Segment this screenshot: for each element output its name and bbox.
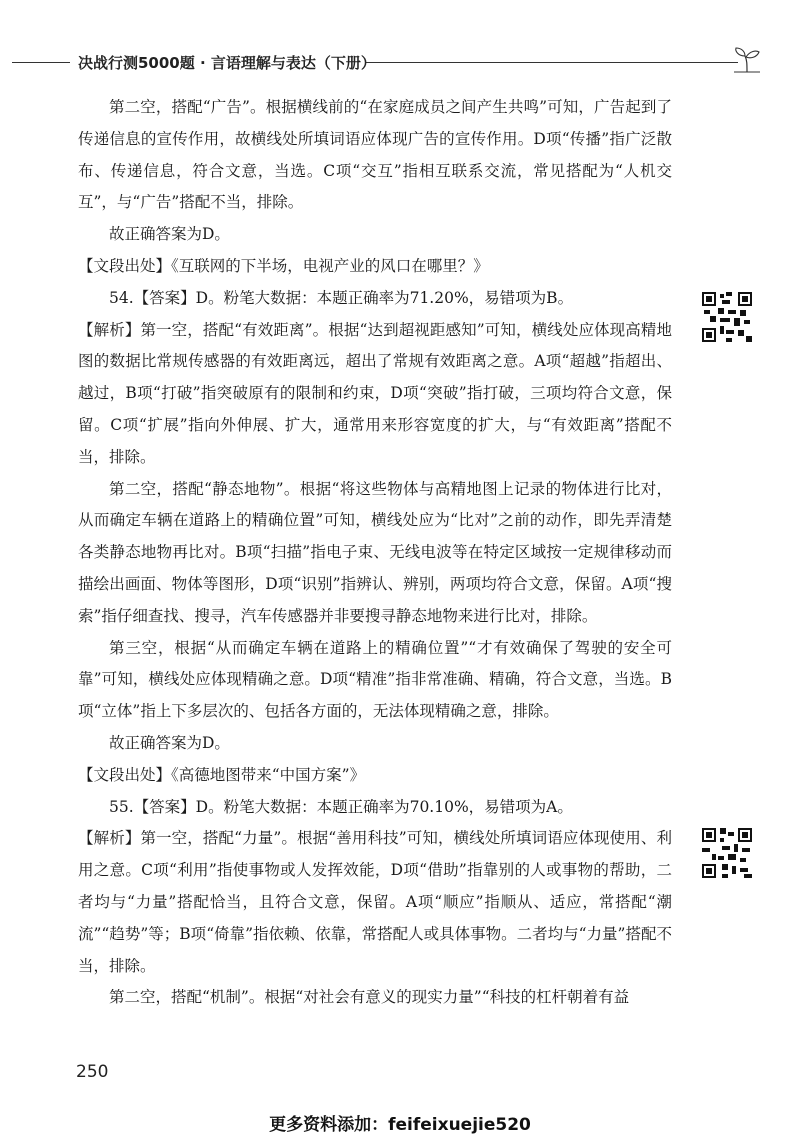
question-answer-54: 54.【答案】D。粉笔大数据：本题正确率为71.20%，易错项为B。 bbox=[109, 288, 574, 307]
answer-line: 故正确答案为D。 bbox=[109, 225, 230, 244]
source-line: 【文段出处】《高德地图带来“中国方案”》 bbox=[78, 765, 366, 784]
paragraph: 第二空，搭配“静态地物”。根据“将这些物体与高精地图上记录的物体进行比对，从而确定车辆在道路上的精确位置”可知，横线处应为“比对”之前的动作，即先弄清楚各类静态地物再比对。B项“扫描”指电子束、无线电波等在特定区域按一定规律移动而描绘出画面、物体等图形，D项“识别”指辨认、辨别，两项均符合文意，保留。A项“搜索”指仔细查找、搜寻，汽车传感器并非要搜寻静态地物来进行比对，排除。 bbox=[78, 479, 672, 625]
page-content bbox=[78, 92, 672, 1014]
paragraph: 第二空，搭配“机制”。根据“对社会有意义的现实力量”“科技的杠杆朝着有益 bbox=[109, 988, 630, 1007]
paragraph: 第三空，根据“从而确定车辆在道路上的精确位置”“才有效确保了驾驶的安全可靠”可知，横线处应体现精确之意。D项“精准”指非常准确、精确，符合文意，当选。B项“立体”指上下多层次的、包括各方面的，无法体现精确之意，排除。 bbox=[78, 638, 672, 721]
source-line: 【文段出处】《互联网的下半场，电视产业的风口在哪里？》 bbox=[78, 256, 489, 275]
analysis-55: 【解析】第一空，搭配“力量”。根据“善用科技”可知，横线处所填词语应体现使用、利用之意。C项“利用”指使事物或人发挥效能，D项“借助”指靠别的人或事物的帮助，二者均与“力量”搭配恰当，且符合文意，保留。A项“顺应”指顺从、适应，常搭配“潮流”“趋势”等；B项“倚靠”指依赖、依靠，常搭配人或具体事物。二者均与“力量”搭配不当，排除。 bbox=[78, 829, 672, 975]
paragraph: 第二空，搭配“广告”。根据横线前的“在家庭成员之间产生共鸣”可知，广告起到了传递信息的宣传作用，故横线处所填词语应体现广告的宣传作用。D项“传播”指广泛散布、传递信息，符合文意，当选。C项“交互”指相互联系交流，常见搭配为“人机交互”，与“广告”搭配不当，排除。 bbox=[78, 98, 672, 212]
answer-line: 故正确答案为D。 bbox=[109, 733, 230, 752]
header-rule-right bbox=[366, 62, 738, 63]
qr-code-icon[interactable] bbox=[702, 828, 752, 878]
question-answer-55: 55.【答案】D。粉笔大数据：本题正确率为70.10%，易错项为A。 bbox=[109, 797, 573, 816]
analysis-54: 【解析】第一空，搭配“有效距离”。根据“达到超视距感知”可知，横线处应体现高精地图的数据比常规传感器的有效距离远，超出了常规有效距离之意。A项“超越”指超出、越过，B项“打破”指突破原有的限制和约束，D项“突破”指打破，三项均符合文意，保留。C项“扩展”指向外伸展、扩大，通常用来形容宽度的扩大，与“有效距离”搭配不当，排除。 bbox=[78, 320, 672, 466]
qr-code-icon[interactable] bbox=[702, 292, 752, 342]
footer-note: 更多资料添加：feifeixuejie520 bbox=[269, 1115, 531, 1135]
page-number: 250 bbox=[76, 1062, 109, 1082]
sprout-icon bbox=[732, 46, 762, 74]
header-rule-left bbox=[12, 62, 70, 63]
book-title: 决战行测5000题 · 言语理解与表达（下册） bbox=[78, 54, 376, 72]
running-header bbox=[0, 48, 800, 76]
